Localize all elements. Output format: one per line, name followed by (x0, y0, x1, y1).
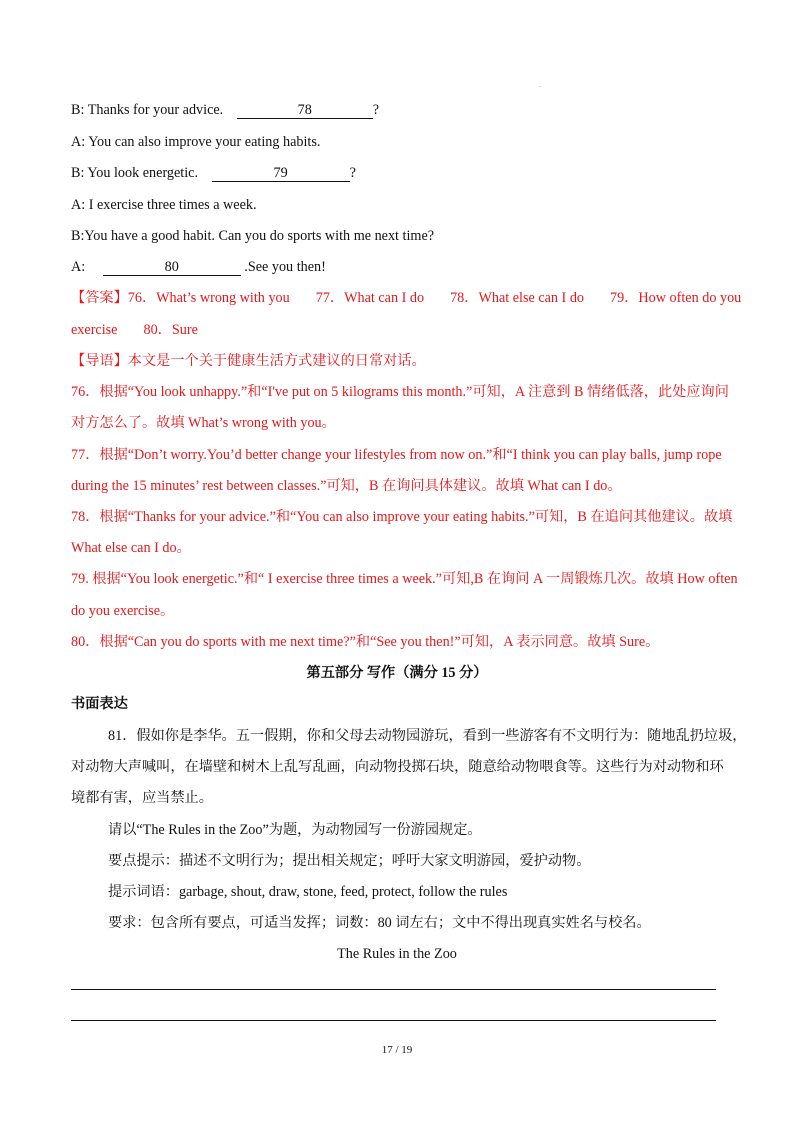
dialogue-line-a1: A: You can also improve your eating habits. (71, 134, 321, 150)
dialogue-line-a80: A: 80 .See you then! (71, 259, 326, 275)
explain-76-line-2: 对方怎么了。故填 What’s wrong with you。 (71, 415, 336, 431)
essay-title: The Rules in the Zoo (337, 946, 457, 962)
guide-line: 【导语】本文是一个关于健康生活方式建议的日常对话。 (71, 353, 426, 369)
task-requirements: 要求：包含所有要点，可适当发挥；词数：80 词左右；文中不得出现真实姓名与校名。 (108, 915, 651, 931)
task-hint-words: 提示词语：garbage, shout, draw, stone, feed, protect, follow the rules (108, 884, 508, 900)
explain-79-line-1: 79. 根据“You look energetic.”和“ I exercise three times a week.”可知,B 在询问 A 一周锻炼几次。故填 How often (71, 571, 738, 587)
answer-line-2: exercise 80．Sure (71, 322, 198, 338)
task-para-line-1: 81．假如你是李华。五一假期，你和父母去动物园游玩，看到一些游客有不文明行为：随地乱扔垃圾， (108, 728, 747, 744)
explain-78-line-1: 78．根据“Thanks for your advice.”和“You can also improve your eating habits.”可知，B 在追问其他建议。故填 (71, 509, 733, 525)
blank-78[interactable]: 78 (237, 102, 373, 119)
blank-79[interactable]: 79 (212, 165, 350, 182)
task-para-line-3: 境都有害，应当禁止。 (71, 790, 213, 806)
task-para-line-2: 对动物大声喊叫，在墙壁和树木上乱写乱画，向动物投掷石块，随意给动物喂食等。这些行为对动物和环 (71, 759, 724, 775)
section-subtitle: 书面表达 (71, 696, 128, 712)
stray-mark: . (539, 80, 541, 89)
writing-line[interactable] (71, 1020, 716, 1021)
explain-76-line-1: 76．根据“You look unhappy.”和“I've put on 5 kilograms this month.”可知，A 注意到 B 情绪低落，此处应询问 (71, 384, 729, 400)
explain-77-line-2: during the 15 minutes’ rest between classes.”可知，B 在询问具体建议。故填 What can I do。 (71, 478, 622, 494)
task-instruction: 请以“The Rules in the Zoo”为题，为动物园写一份游园规定。 (108, 822, 482, 838)
dialogue-line-b79: B: You look energetic. 79 ? (71, 165, 356, 181)
dialogue-line-b78: B: Thanks for your advice. 78 ? (71, 102, 380, 118)
explain-78-line-2: What else can I do。 (71, 540, 191, 556)
explain-80-line: 80．根据“Can you do sports with me next time?”和“See you then!”可知，A 表示同意。故填 Sure。 (71, 634, 660, 650)
dialogue-line-b3: B:You have a good habit. Can you do sports with me next time? (71, 228, 435, 244)
page-number: 17 / 19 (381, 1044, 413, 1056)
section-title: 第五部分 写作（满分 15 分） (306, 665, 488, 681)
explain-77-line-1: 77．根据“Don’t worry.You’d better change your lifestyles from now on.”和“I think you can play balls, jump rope (71, 447, 722, 463)
explain-79-line-2: do you exercise。 (71, 603, 175, 619)
task-key-points: 要点提示：描述不文明行为；提出相关规定；呼吁大家文明游园，爱护动物。 (108, 853, 591, 869)
blank-80[interactable]: 80 (103, 259, 241, 276)
writing-line[interactable] (71, 989, 716, 990)
dialogue-line-a2: A: I exercise three times a week. (71, 197, 257, 213)
answer-line-1: 【答案】76．What’s wrong with you 77．What can I do 78．What else can I do 79．How often do you (71, 290, 742, 306)
